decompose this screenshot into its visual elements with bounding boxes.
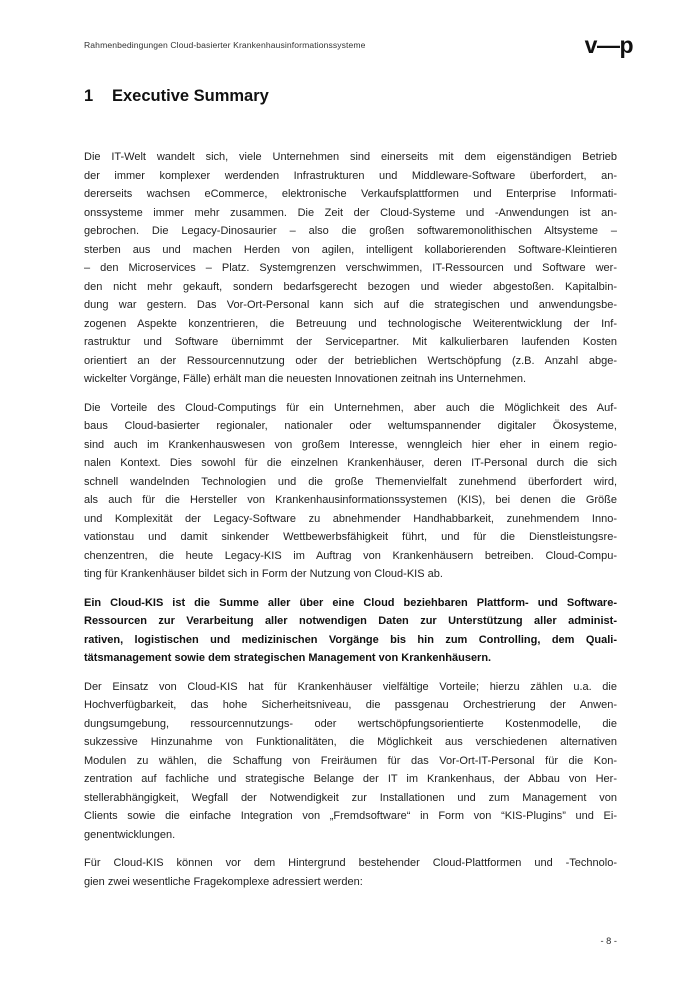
text-line: Clients sowie die einfache Integration von „Fremdsoftware“ in Form von “KIS-Plugins” und Ei- [84,810,617,822]
text-line: wickelter Vorgänge, Fälle) erhält man die neuesten Innovationen zeitnah ins Unternehmen. [84,373,527,385]
text-line: Hochverfügbarkeit, das hohe Sicherheitsniveau, die passgenau Orchestrierung der Anwen- [84,699,617,711]
body-paragraph [84,854,617,891]
text-line: baus Cloud-basierter regionaler, nationaler oder weltumspannender digitaler Ökosysteme, [84,420,617,432]
text-line: Ein Cloud-KIS ist die Summe aller über eine Cloud beziehbaren Plattform- und Software- [84,596,617,609]
text-line: genentwicklungen. [84,828,176,841]
body-paragraph [84,678,617,845]
text-line: ting für Krankenhäuser bildet sich in Form der Nutzung von Cloud-KIS ab. [84,568,443,580]
section-title: Executive Summary [112,87,269,105]
text-line: als auch für die Hersteller von Krankenhausinformationssystemen (KIS), bei denen die Größe [84,494,617,506]
text-line: gebrochen. Die Legacy-Dinosaurier – also die großen softwaremonolithischen Altsysteme – [84,225,617,237]
text-line: onssysteme immer mehr zusammen. Die Zeit der Cloud-Systeme und -Anwendungen ist an- [84,206,617,219]
text-line: sterben aus und machen Herden von agilen, intelligent kollaborierenden Software-Kleintieren [84,243,617,256]
text-line: – den Microservices – Platz. Systemgrenzen verschwimmen, IT-Ressourcen und Software wer- [84,262,617,274]
running-header-title: Rahmenbedingungen Cloud-basierter Krankenhausinformationssysteme [84,40,366,50]
text-line: tätsmanagement sowie dem strategischen Management von Krankenhäusern. [84,652,492,664]
text-line: Der Einsatz von Cloud-KIS hat für Krankenhäuser vielfältige Vorteile; hierzu zählen u.a. die [84,680,617,693]
text-line: schnell wandelnden Technologien und die große Themenvielfalt zunehmend überfordert wird, [84,475,617,488]
text-line: zogenen Aspekte konzentrieren, die Betreuung und technologische Weiterentwicklung der Inf- [84,317,617,330]
text-line: rativen, logistischen und medizinischen Vorgänge bis hin zum Controlling, dem Quali- [84,633,617,646]
section-number: 1 [84,87,94,105]
text-line: nalen Kontext. Dies sowohl für die einzelnen Krankenhäuser, deren IT-Personal durch die sich [84,457,617,469]
text-line: orientiert an der Ressourcennutzung oder der betrieblichen Wertschöpfung (z.B. Anzahl abge- [84,354,617,367]
page-footer [600,935,617,947]
text-line: gien zwei wesentliche Fragekomplexe adressiert werden: [84,875,363,888]
vp-logo: v—p [584,32,633,58]
text-line: Die IT-Welt wandelt sich, viele Unternehmen sind einerseits mit dem eigenständigen Betrieb [84,151,617,163]
text-line: Für Cloud-KIS können vor dem Hintergrund bestehender Cloud-Plattformen und -Technolo- [84,857,617,869]
text-line: zentration auf fachliche und strategische Belange der IT im Krankenhaus, der Abbau von Her- [84,773,617,785]
text-line: den nicht mehr gekauft, sondern bedarfsgerecht bezogen und wieder abgestoßen. Kapitalbin- [84,280,617,293]
text-line: stellerabhängigkeit, Wegfall der Notwendigkeit zur Installationen und zum Management von [84,791,617,804]
body-paragraph [84,399,617,584]
text-line: vationstau und damit sinkender Wettbewerbsfähigkeit führt, und für die Dienstleistungsre- [84,531,617,543]
text-line: und Komplexität der Legacy-Software zu abnehmender Handhabbarkeit, zunehmendem Inno- [84,512,617,525]
text-line: Die Vorteile des Cloud-Computings für ein Unternehmen, aber auch die Möglichkeit des Auf- [84,401,617,414]
body-paragraph [84,148,617,389]
text-line: dererseits wachsen eCommerce, elektronische Verkaufsplattformen und Enterprise Informati- [84,188,617,200]
text-line: Modulen zu wählen, die Schaffung von Freiräumen für das Vor-Ort-IT-Personal für die Kon- [84,754,617,767]
page-number: - 8 - [600,936,617,946]
text-line: dungsumgebung, ressourcennutzungs- oder wertschöpfungsorientierte Kostenmodelle, die [84,717,617,730]
text-line: Ressourcen zur Verarbeitung aller notwendigen Daten zur Unterstützung aller administ- [84,615,617,627]
text-line: dung war gestern. Das Vor-Ort-Personal kann sich auf die strategischen und anwendungsbe- [84,299,617,311]
text-line: chenzentren, die heute Legacy-KIS im Auftrag von Krankenhäusern betreiben. Cloud-Compu- [84,549,617,562]
emphasis-paragraph [84,594,617,668]
text-line: sukzessive Hinzunahme von Funktionalitäten, die Möglichkeit aus verschiedenen alternativen [84,736,617,748]
text-line: sind auch im Krankenhauswesen von großem Interesse, wenngleich hier eher in einem regio- [84,438,617,451]
text-line: rastruktur und Software übernimmt der Servicepartner. Mit kalkulierbaren laufenden Kosten [84,336,617,348]
text-line: der immer komplexer werdenden Infrastrukturen und Middleware-Software überfordert, an- [84,169,617,182]
section-heading [84,86,269,106]
document-body [84,148,617,901]
